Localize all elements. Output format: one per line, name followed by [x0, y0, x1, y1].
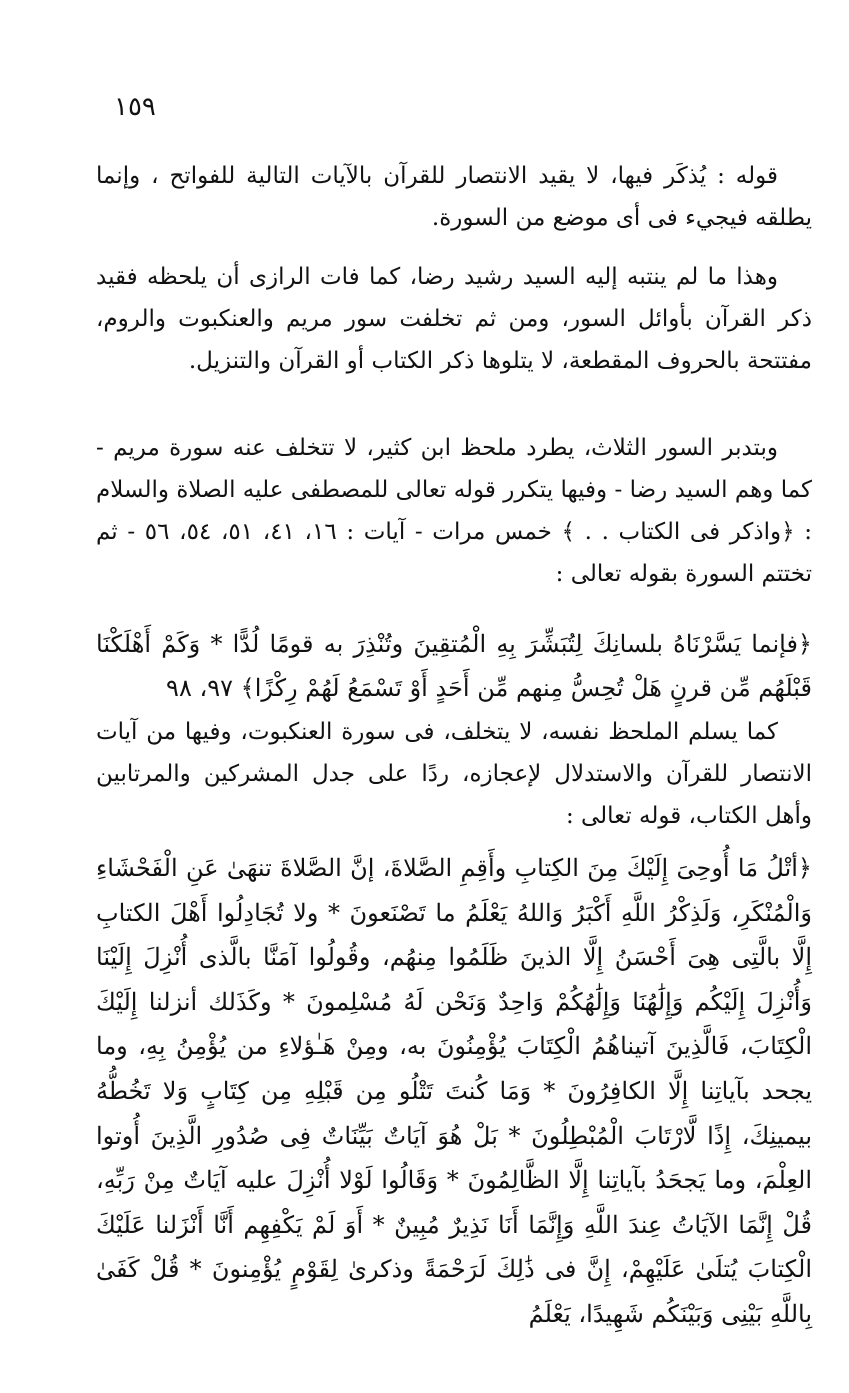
- quran-verse-ankabut: ﴿أتْلُ مَا أُوحِىَ إِلَيْكَ مِنَ الكِتابِ وأَقِمِ الصَّلاةَ، إنَّ الصَّلاةَ تنهَىٰ عَنِ الْفَحْشَاءِ وَالْمُنْكَرِ، وَلَذِكْرُ اللَّهِ أَكْبَرُ وَاللهُ يَعْلَمُ ما تَصْنَعونَ * ولا تُجَادِلُوا أَهْلَ الكتابِ إِلَّا بالَّتِى هِىَ أَحْسَنُ إِلَّا الذينَ ظَلَمُوا مِنهُم، وقُولُوا آمَنَّا بالَّذى أُنْزِلَ إِلَيْنَا وَأُنْزِلَ إِلَيْكُم وَإِلَٰهُنَا وَإِلَٰهُكُمْ وَاحِدٌ وَنَحْن لَهُ مُسْلِمونَ * وكَذَلك أنزلنا إِلَيْكَ الْكِتَابَ، فَالَّذِينَ آتيناهُمُ الْكِتَابَ يُؤْمِنُونَ به، ومِنْ هَـٰؤلاءِ من يُؤْمِنُ بِهِ، وما يجحد بآياتِنا إِلَّا الكافِرُونَ * وَمَا كُنتَ تَتْلُو مِن قَبْلِهِ مِن كِتَابٍ وَلا تَخُطُّهُ بيمينِكَ، إِذًا لَّارْتَابَ الْمُبْطِلُونَ * بَلْ هُوَ آيَاتٌ بَيِّنَاتٌ فِى صُدُورِ الَّذِينَ أُوتوا العِلْمَ، وما يَجحَدُ بآياتِنا إِلَّا الظَّالِمُونَ * وَقَالُوا لَوْلا أُنْزِلَ عليه آيَاتٌ مِنْ رَبِّهِ، قُلْ إِنَّمَا الآيَاتُ عِندَ اللَّهِ وَإِنَّمَا أَنَا نَذِيرٌ مُبِينٌ * أَوَ لَمْ يَكْفِهِم أَنَّا أَنْزَلنا عَلَيْكَ الْكِتابَ يُتلَىٰ عَلَيْهِمْ، إِنَّ فى ذَٰلِكَ لَرَحْمَةً وذكرىٰ لِقَوْمٍ يُؤْمِنونَ * قُلْ كَفَىٰ بِاللَّهِ بَيْنِى وَبَيْنَكُم شَهِيدًا، يَعْلَمُ: [96, 854, 812, 1328]
- verse-text: ﴿فإنما يَسَّرْنَاهُ بلسانِكَ لِتُبَشِّرَ بِهِ الْمُتقِينَ وتُنْذِرَ به قومًا لُدًّا * وَكَمْ أَهْلَكْنَا قَبْلَهُم مِّن قرنٍ هَلْ تُحِسُّ مِنهم مِّن أَحَدٍ أَوْ تَسْمَعُ لَهُمْ رِكْزًا﴾: [96, 630, 812, 702]
- paragraph-ibn-kathir: وبتدبر السور الثلاث، يطرد ملحظ ابن كثير، لا تتخلف عنه سورة مريم - كما وهم السيد رضا - وفيها يتكرر قوله تعالى للمصطفى عليه الصلاة والسلام : ﴿واذكر فى الكتاب . . ﴾ خمس مرات - آيات : ١٦، ٤١، ٥١، ٥٤، ٥٦ - ثم تختتم السورة بقوله تعالى :: [96, 435, 812, 587]
- paragraph-ankabut: كما يسلم الملحظ نفسه، لا يتخلف، فى سورة العنكبوت، وفيها من آيات الانتصار للقرآن والاستدلال لإعجازه، ردًا على جدل المشركين والمرتابين وأهل الكتاب، قوله تعالى :: [96, 719, 812, 829]
- paragraph-intro: قوله : يُذكَر فيها، لا يقيد الانتصار للقرآن بالآيات التالية للفواتح ، وإنما يطلقه فيجيء فى أى موضع من السورة.: [96, 163, 812, 231]
- page-number: ١٥٩: [114, 92, 156, 122]
- paragraph-rashid-rida: وهذا ما لم ينتبه إليه السيد رشيد رضا، كما فات الرازى أن يلحظه فقيد ذكر القرآن بأوائل السور، ومن ثم تخلفت سور مريم والعنكبوت والروم، مفتتحة بالحروف المقطعة، لا يتلوها ذكر الكتاب أو القرآن والتنزيل.: [96, 264, 812, 374]
- quran-verse-maryam: [96, 622, 812, 710]
- verse-reference: ٩٧، ٩٨: [166, 674, 233, 702]
